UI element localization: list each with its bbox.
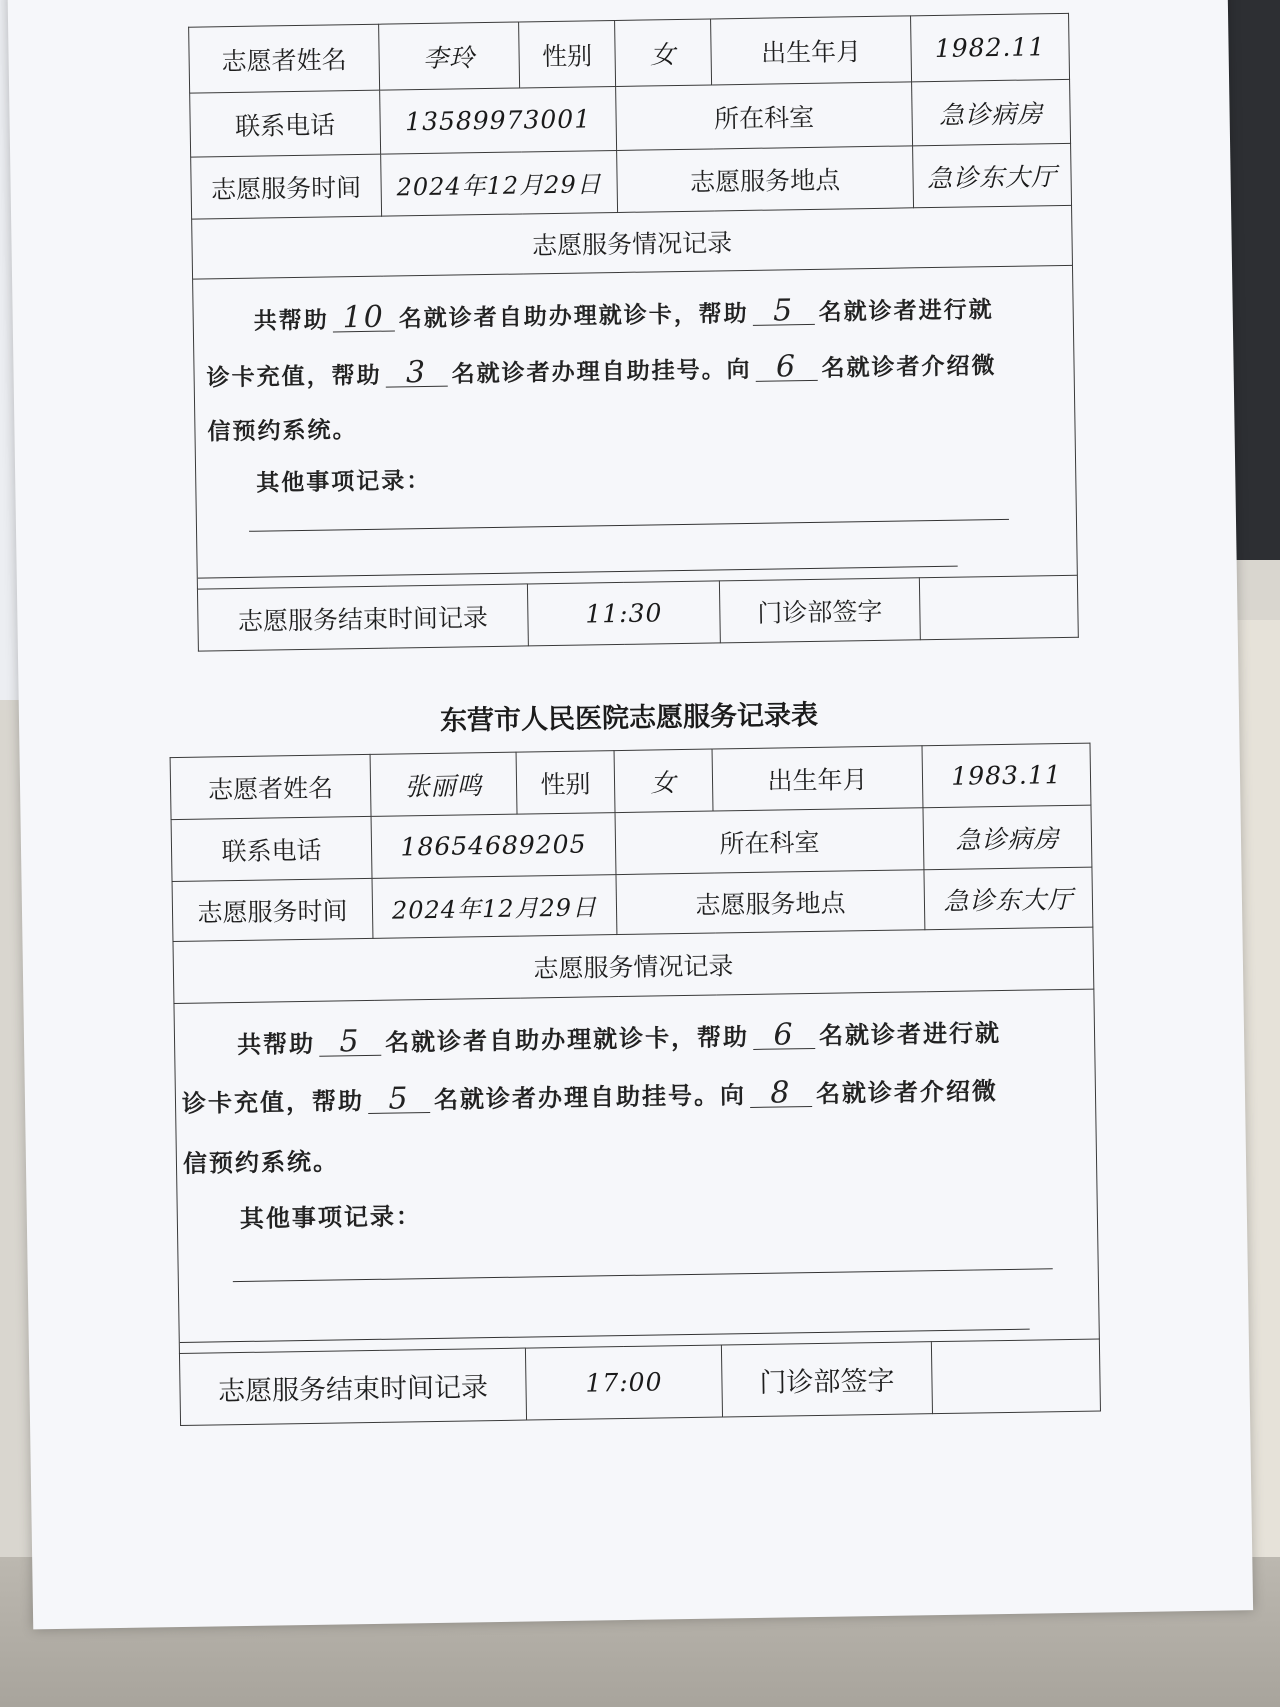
signature-label: 门诊部签字 xyxy=(719,578,920,643)
record-line-1 xyxy=(253,291,993,336)
end-time-label: 志愿服务结束时间记录 xyxy=(179,1348,526,1425)
other-matters-line-2[interactable] xyxy=(198,566,958,579)
gender-value[interactable]: 女 xyxy=(614,749,713,813)
name-value[interactable]: 李玲 xyxy=(379,22,520,90)
end-time-value[interactable]: 11:30 xyxy=(527,581,720,646)
dept-value[interactable]: 急诊病房 xyxy=(923,805,1092,870)
other-matters-line-1[interactable] xyxy=(233,1268,1053,1282)
gender-value[interactable]: 女 xyxy=(615,19,712,86)
signature-label: 门诊部签字 xyxy=(721,1342,932,1417)
dept-label: 所在科室 xyxy=(615,808,924,875)
record-table-2 xyxy=(170,743,1101,1426)
record-header: 志愿服务情况记录 xyxy=(192,205,1073,279)
text-segment: 名就诊者办理自助挂号。向 xyxy=(451,355,752,388)
name-label: 志愿者姓名 xyxy=(189,24,380,93)
service-place-value[interactable]: 急诊东大厅 xyxy=(913,143,1072,207)
self-registration-count[interactable]: 3 xyxy=(385,360,447,388)
birth-value[interactable]: 1982.11 xyxy=(911,13,1070,81)
text-segment: 诊卡充值，帮助 xyxy=(181,1086,365,1118)
text-segment: 名就诊者办理自助挂号。向 xyxy=(433,1080,747,1114)
record-line-3: 信预约系统。 xyxy=(182,1146,340,1178)
volunteer-record-form-2 xyxy=(19,670,1239,1408)
birth-label: 出生年月 xyxy=(711,16,912,85)
other-matters-line-2[interactable] xyxy=(180,1329,1030,1343)
card-topup-count[interactable]: 6 xyxy=(753,1022,815,1050)
text-segment: 共帮助 xyxy=(236,1028,316,1060)
service-time-value[interactable]: 2024年12月29日 xyxy=(381,150,618,216)
record-line-1 xyxy=(237,1013,1001,1060)
text-segment: 名就诊者自助办理就诊卡，帮助 xyxy=(384,1022,750,1057)
birth-value[interactable]: 1983.11 xyxy=(922,743,1091,808)
end-time-label: 志愿服务结束时间记录 xyxy=(197,584,528,651)
service-time-label: 志愿服务时间 xyxy=(191,154,382,219)
record-line-2 xyxy=(182,1071,998,1119)
other-matters-label: 其他事项记录： xyxy=(239,1201,423,1234)
wechat-intro-count[interactable]: 6 xyxy=(755,354,817,382)
record-line-2 xyxy=(206,347,996,392)
text-segment: 名就诊者自助办理就诊卡，帮助 xyxy=(398,299,749,333)
record-line-3: 信预约系统。 xyxy=(207,416,358,446)
text-segment: 诊卡充值，帮助 xyxy=(206,361,382,392)
phone-value[interactable]: 13589973001 xyxy=(380,86,617,154)
text-segment: 名就诊者介绍微 xyxy=(821,352,997,382)
service-time-label: 志愿服务时间 xyxy=(172,878,373,941)
end-time-value[interactable]: 17:00 xyxy=(525,1345,722,1420)
service-place-label: 志愿服务地点 xyxy=(617,146,914,213)
wechat-intro-count[interactable]: 8 xyxy=(750,1080,812,1108)
cards-issued-count[interactable]: 10 xyxy=(333,304,395,332)
service-place-value[interactable]: 急诊东大厅 xyxy=(924,867,1093,930)
birth-label: 出生年月 xyxy=(712,746,923,811)
service-place-label: 志愿服务地点 xyxy=(616,870,925,935)
service-time-value[interactable]: 2024年12月29日 xyxy=(372,875,617,939)
dept-label: 所在科室 xyxy=(616,82,913,151)
service-record-body xyxy=(174,989,1099,1353)
text-segment: 共帮助 xyxy=(253,306,329,335)
name-label: 志愿者姓名 xyxy=(170,754,371,819)
text-segment: 名就诊者进行就 xyxy=(818,296,994,326)
gender-label: 性别 xyxy=(519,20,616,87)
dept-value[interactable]: 急诊病房 xyxy=(912,79,1071,145)
signature-value[interactable] xyxy=(919,575,1078,639)
cards-issued-count[interactable]: 5 xyxy=(319,1029,381,1057)
paper-sheet xyxy=(8,0,1254,1629)
phone-label: 联系电话 xyxy=(190,90,381,157)
record-header: 志愿服务情况记录 xyxy=(173,927,1094,1003)
service-record-body xyxy=(193,265,1078,589)
text-segment: 名就诊者进行就 xyxy=(818,1018,1002,1050)
other-matters-line-1[interactable] xyxy=(249,519,1009,532)
card-topup-count[interactable]: 5 xyxy=(752,298,814,326)
signature-value[interactable] xyxy=(931,1339,1100,1414)
phone-label: 联系电话 xyxy=(171,816,372,881)
text-segment: 名就诊者介绍微 xyxy=(815,1076,999,1108)
name-value[interactable]: 张丽鸣 xyxy=(370,752,517,816)
other-matters-label: 其他事项记录： xyxy=(256,466,432,497)
gender-label: 性别 xyxy=(516,751,615,815)
record-table-1 xyxy=(188,13,1079,652)
phone-value[interactable]: 18654689205 xyxy=(371,813,616,879)
form-title: 东营市人民医院志愿服务记录表 xyxy=(439,699,819,737)
self-registration-count[interactable]: 5 xyxy=(368,1086,430,1114)
